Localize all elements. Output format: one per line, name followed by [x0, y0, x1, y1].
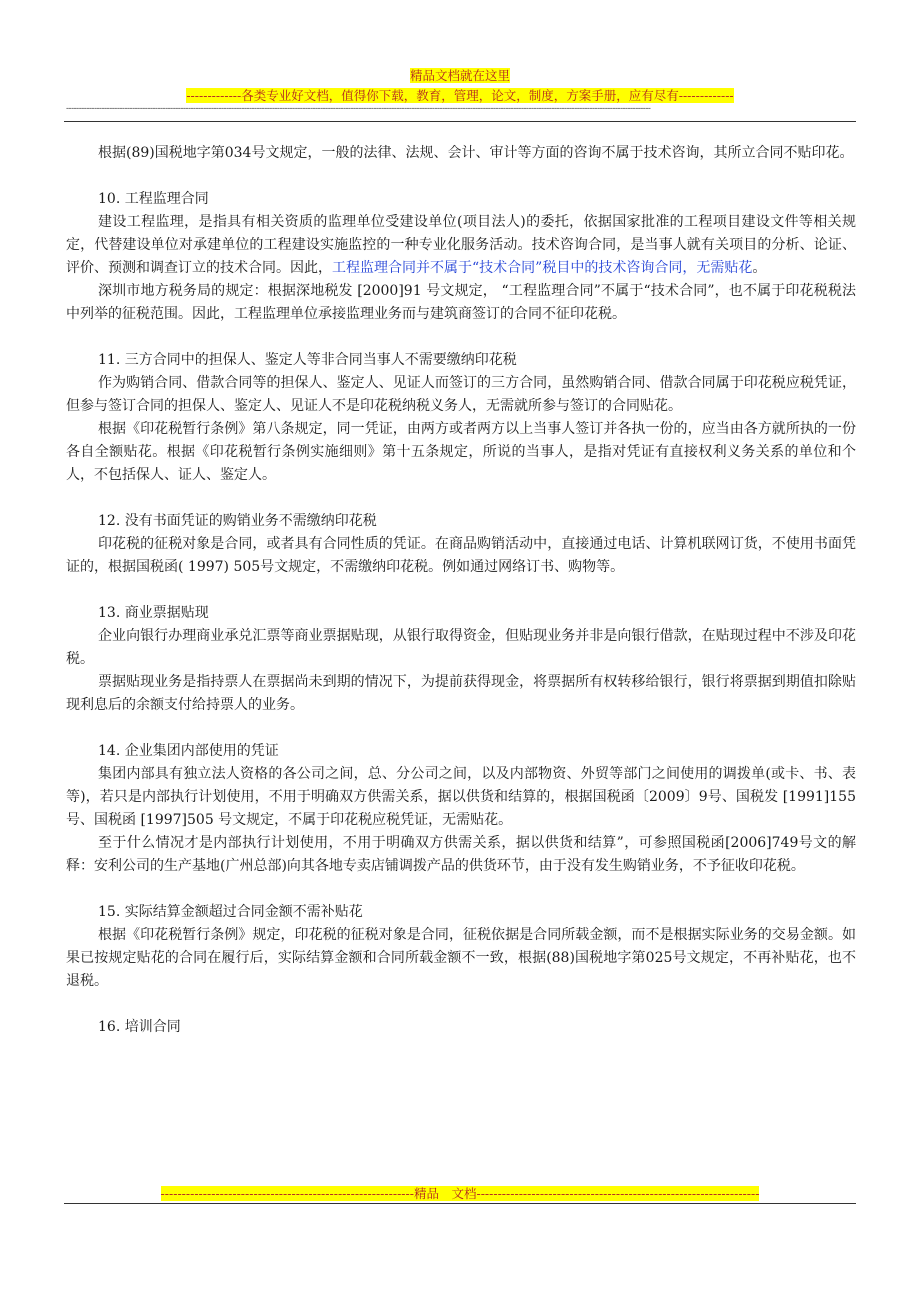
section-10-link[interactable]: 工程监理合同并不属于“技术合同”税目中的技术咨询合同，无需贴花	[332, 260, 753, 276]
section-13	[66, 602, 856, 717]
section-15	[66, 901, 856, 993]
section-10-paragraph-1	[66, 211, 856, 280]
section-12-paragraph-1: 印花税的征税对象是合同，或者具有合同性质的凭证。在商品购销活动中，直接通过电话、计算机联网订货，不使用书面凭证的，根据国税函( 1997) 505号文规定，不需缴纳印花税。例如通过网络订书、购物等。	[66, 536, 856, 575]
section-14	[66, 740, 856, 878]
header-title-text: 精品文档就在这里	[409, 68, 510, 83]
section-15-heading: 15. 实际结算金额超过合同金额不需补贴花	[98, 904, 363, 920]
section-14-paragraph-1: 集团内部具有独立法人资格的各公司之间，总、分公司之间，以及内部物资、外贸等部门之间使用的调拨单(或卡、书、表等)，若只是内部执行计划使用，不用于明确双方供需关系，据以供货和结算的，根据国税函〔2009〕9号、国税发 [1991]155 号、国税函 [1997]505 号文规定，不属于印花税应税凭证，无需贴花。	[66, 766, 856, 828]
section-12-heading: 12. 没有书面凭证的购销业务不需缴纳印花税	[98, 513, 377, 529]
section-11-paragraph-2: 根据《印花税暂行条例》第八条规定，同一凭证，由两方或者两方以上当事人签订并各执一份的，应当由各方就所执的一份各自全额贴花。根据《印花税暂行条例实施细则》第十五条规定，所说的当事人，是指对凭证有直接权利义务关系的单位和个人，不包括保人、证人、鉴定人。	[66, 421, 856, 483]
section-13-paragraph-2: 票据贴现业务是指持票人在票据尚未到期的情况下，为提前获得现金，将票据所有权转移给银行，银行将票据到期值扣除贴现利息后的余额支付给持票人的业务。	[66, 674, 856, 713]
header-tagline-text: -------------各类专业好文档，值得你下载，教育，管理，论文，制度，方案手册，应有尽有-------------	[186, 88, 734, 103]
section-12	[66, 510, 856, 579]
section-11-heading: 11. 三方合同中的担保人、鉴定人等非合同当事人不需要缴纳印花税	[98, 352, 517, 368]
header-title	[0, 66, 920, 84]
section-11-paragraph-1: 作为购销合同、借款合同等的担保人、鉴定人、见证人而签订的三方合同，虽然购销合同、借款合同属于印花税应税凭证，但参与签订合同的担保人、鉴定人、见证人不是印花税纳税义务人，无需就所参与签订的合同贴花。	[66, 375, 856, 414]
section-13-paragraph-1: 企业向银行办理商业承兑汇票等商业票据贴现，从银行取得资金，但贴现业务并非是向银行借款，在贴现过程中不涉及印花税。	[66, 628, 856, 667]
section-10	[66, 188, 856, 326]
section-15-paragraph-1: 根据《印花税暂行条例》规定，印花税的征税对象是合同，征税依据是合同所载金额，而不是根据实际业务的交易金额。如果已按规定贴花的合同在履行后，实际结算金额和合同所载金额不一致，根据(88)国税地字第025号文规定，不再补贴花，也不退税。	[66, 927, 856, 989]
footer-banner	[0, 1184, 920, 1202]
section-16	[66, 1016, 856, 1039]
section-13-heading: 13. 商业票据贴现	[98, 605, 209, 621]
document-body	[66, 142, 856, 1039]
footer-rule	[64, 1203, 856, 1204]
section-14-paragraph-2: 至于什么情况才是内部执行计划使用，不用于明确双方供需关系，据以供货和结算”，可参照国税函[2006]749号文的解释：安利公司的生产基地(广州总部)向其各地专卖店铺调拨产品的供货环节，由于没有发生购销业务，不予征收印花税。	[66, 835, 856, 874]
section-10-heading: 10. 工程监理合同	[98, 191, 209, 207]
header-tagline	[0, 86, 920, 104]
section-14-heading: 14. 企业集团内部使用的凭证	[98, 743, 279, 759]
section-11	[66, 349, 856, 487]
footer-text: ------------------------------------------------------------精品 文档-------------------------------------------------------------------	[160, 1186, 760, 1201]
intro-paragraph: 根据(89)国税地字第034号文规定，一般的法律、法规、会计、审计等方面的咨询不属于技术咨询，其所立合同不贴印花。	[98, 145, 854, 161]
section-16-heading: 16. 培训合同	[98, 1019, 181, 1035]
section-10-paragraph-2: 深圳市地方税务局的规定：根据深地税发 [2000]91 号文规定， “工程监理合同”不属于“技术合同”，也不属于印花税税法中列举的征税范围。因此，工程监理单位承接监理业务而与建筑商签订的合同不征印花税。	[66, 283, 856, 322]
header-rule	[64, 121, 856, 122]
intro-section	[66, 142, 856, 165]
section-10-p1-text: 建设工程监理，是指具有相关资质的监理单位受建设单位(项目法人)的委托，依据国家批准的工程项目建设文件等相关规定，代替建设单位对承建单位的工程建设实施监控的一种专业化服务活动。技术咨询合同，是当事人就有关项目的分析、论证、评价、预测和调查订立的技术合同。因此，	[66, 214, 856, 276]
section-10-p1-end: 。	[752, 260, 767, 276]
header-dash-line: --------------------------------------------------------------------------------------------------------------------------------------------------------------------------------------------------------------------------------------	[66, 104, 651, 114]
